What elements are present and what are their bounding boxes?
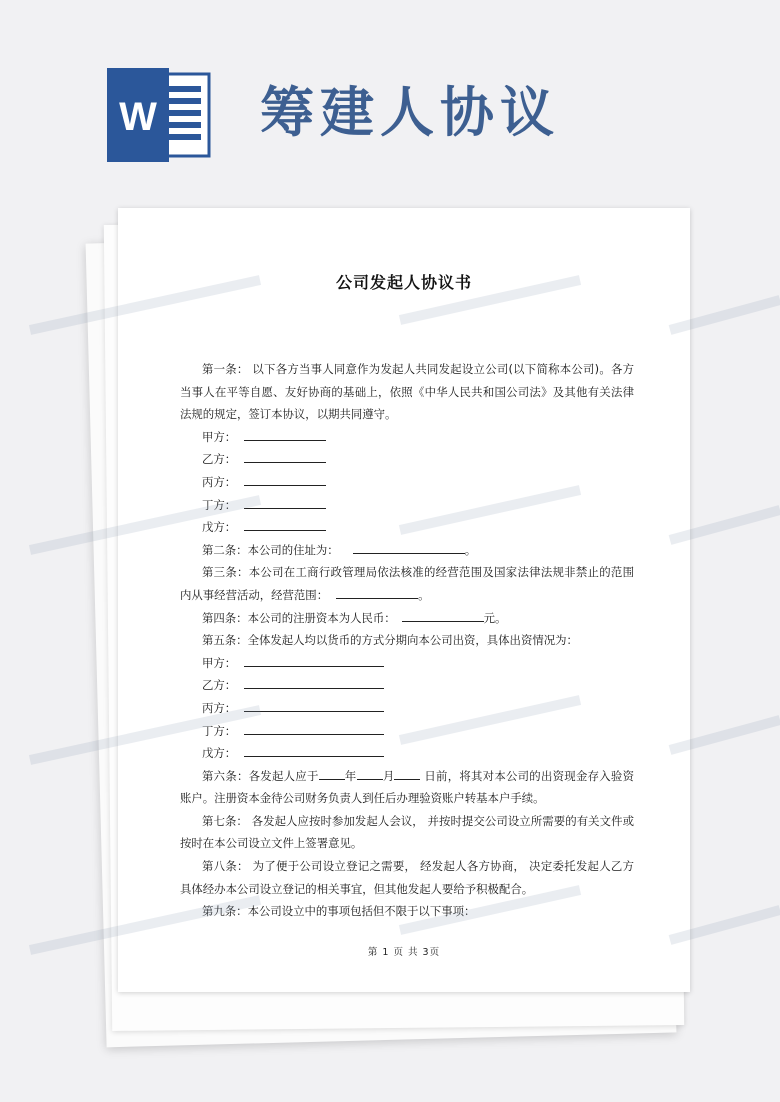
- clause-3-text: 第三条：本公司在工商行政管理局依法核准的经营范围及国家法律法规非禁止的范围内从事经营活动，经营范围：: [180, 565, 634, 602]
- clause-9: 第九条：本公司设立中的事项包括但不限于以下事项：: [202, 904, 476, 919]
- contribution-blank: [244, 675, 384, 689]
- contribution-row: [180, 720, 634, 743]
- address-blank: [353, 540, 465, 554]
- contribution-blank: [244, 653, 384, 667]
- party-label: 甲方：: [202, 429, 237, 444]
- clause-6-year: 年: [344, 768, 357, 783]
- contribution-row: [180, 652, 634, 675]
- party-label: 甲方：: [202, 655, 237, 670]
- party-label: 丙方：: [202, 474, 237, 489]
- clause-6-month: 月: [382, 768, 395, 783]
- party-label: 丁方：: [202, 497, 237, 512]
- party-row: [180, 426, 634, 449]
- capital-blank: [402, 608, 484, 622]
- clause-8: 第八条： 为了便于公司设立登记之需要， 经发起人各方协商， 决定委托发起人乙方具体经办本公司设立登记的相关事宜，但其他发起人要给予积极配合。: [180, 859, 634, 896]
- party-blank: [244, 427, 326, 441]
- clause-6: [180, 765, 634, 810]
- contribution-row: [180, 674, 634, 697]
- party-label: 戊方：: [202, 520, 237, 535]
- clause-6-prefix: 第六条：各发起人应于: [202, 768, 319, 783]
- party-row: [180, 516, 634, 539]
- clause-3: [180, 561, 634, 606]
- scope-blank: [336, 585, 418, 599]
- party-label: 乙方：: [202, 678, 237, 693]
- year-blank: [319, 766, 345, 780]
- party-label: 戊方：: [202, 746, 237, 761]
- page-number: 第 1 页 共 3页: [367, 947, 441, 958]
- clause-1: 第一条： 以下各方当事人同意作为发起人共同发起设立公司(以下简称本公司)。各方当事人在平等自愿、友好协商的基础上，依照《中华人民共和国公司法》及其他有关法律法规的规定，签订本协议，以期共同遵守。: [180, 362, 634, 422]
- clause-4-suffix: 元。: [483, 610, 507, 625]
- document-body: [180, 358, 634, 923]
- clause-5: 第五条：全体发起人均以货币的方式分期向本公司出资，具体出资情况为：: [202, 633, 578, 648]
- contribution-blank: [244, 698, 384, 712]
- clause-2-text: 第二条：本公司的住址为：: [202, 542, 339, 557]
- party-blank: [244, 472, 326, 486]
- day-blank: [394, 766, 420, 780]
- party-label: 乙方：: [202, 452, 237, 467]
- party-row: [180, 471, 634, 494]
- clause-7: 第七条： 各发起人应按时参加发起人会议， 并按时提交公司设立所需要的有关文件或按时在本公司设立文件上签署意见。: [180, 813, 634, 851]
- party-blank: [244, 517, 326, 531]
- party-blank: [244, 495, 326, 509]
- clause-4: [180, 607, 634, 630]
- party-blank: [244, 449, 326, 463]
- party-label: 丁方：: [202, 723, 237, 738]
- clause-4-text: 第四条：本公司的注册资本为人民币：: [202, 610, 396, 625]
- word-icon: [107, 68, 211, 162]
- contribution-blank: [244, 743, 384, 757]
- document-page: [118, 208, 690, 992]
- word-icon-letter: W: [119, 95, 157, 139]
- document-title: 公司发起人协议书: [335, 273, 472, 292]
- contribution-row: [180, 742, 634, 765]
- party-row: [180, 494, 634, 517]
- clause-6-rest: 日前，将其对本公司的出资现金存入验资账户。注册资本金待公司财务负责人到任后办理验资账户转基本户手续。: [180, 768, 634, 806]
- clause-2-suffix: 。: [464, 542, 477, 557]
- clause-3-suffix: 。: [418, 587, 430, 602]
- party-row: [180, 448, 634, 471]
- party-label: 丙方：: [202, 700, 237, 715]
- clause-2: [180, 539, 634, 562]
- contribution-row: [180, 697, 634, 720]
- banner-title: 筹建人协议: [260, 80, 560, 144]
- month-blank: [357, 766, 383, 780]
- contribution-blank: [244, 721, 384, 735]
